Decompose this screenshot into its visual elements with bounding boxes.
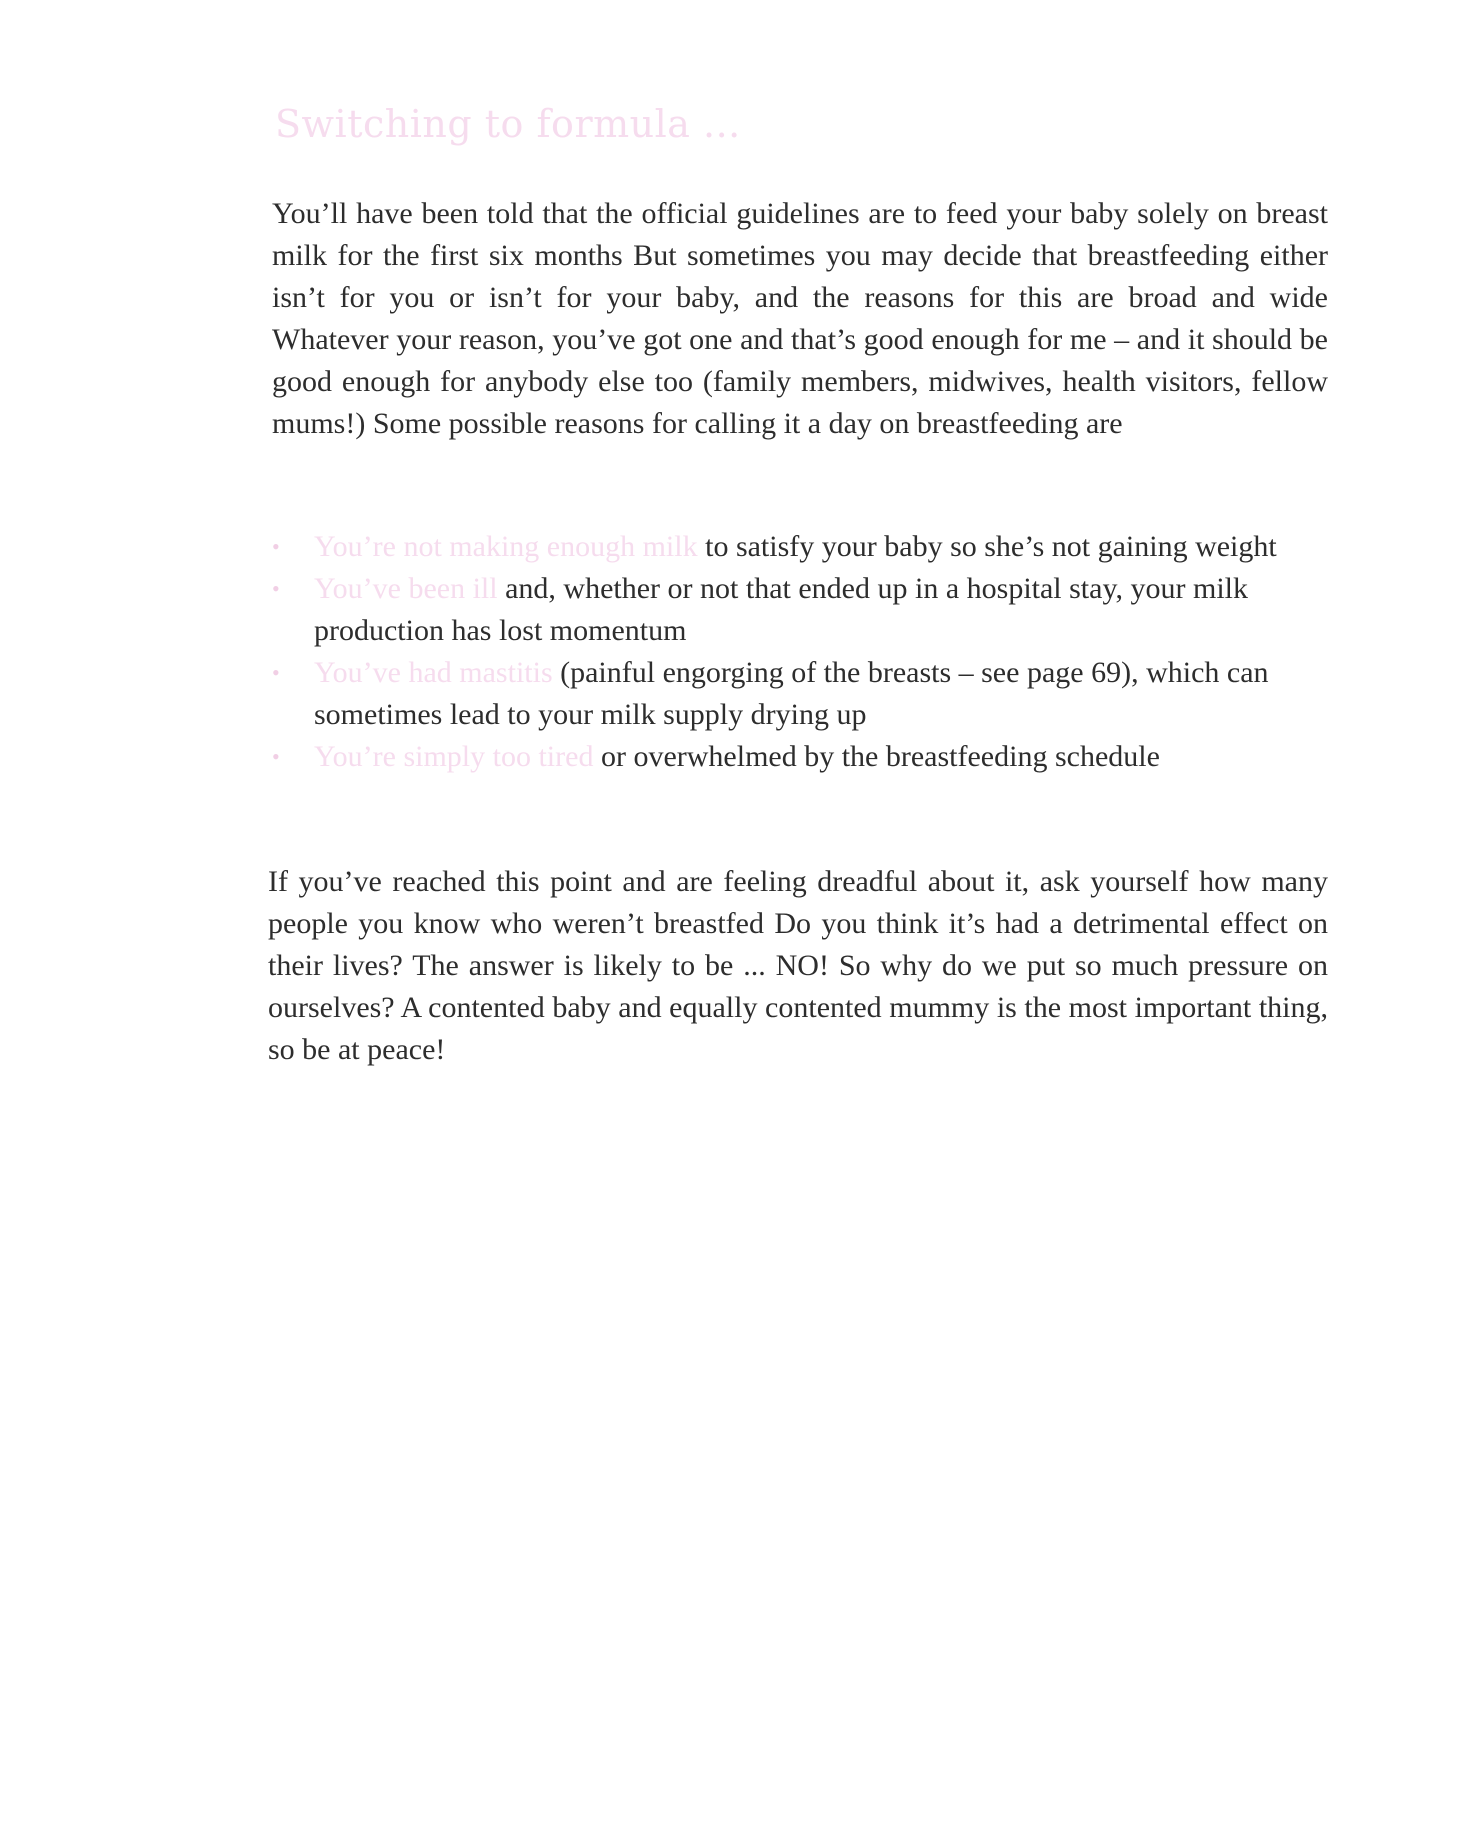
list-item — [270, 652, 1340, 736]
intro-paragraph: You’ll have been told that the official guidelines are to feed your baby solely on breast milk for the first six months But sometimes you may decide that breastfeeding either isn’t for you or isn’t for your baby, and the reasons for this are broad and wide Whatever your reason, you’ve got one and that’s good enough for me – and it should be good enough for anybody else too (family members, midwives, health visitors, fellow mums!) Some possible reasons for calling it a day on breastfeeding are — [272, 197, 1328, 440]
list-item-text: and, whether or not that ended up in a hospital stay, your milk production has lost momentum — [314, 572, 1249, 647]
reasons-list — [270, 526, 1340, 778]
list-item — [270, 568, 1340, 652]
outro-paragraph: If you’ve reached this point and are feeling dreadful about it, ask yourself how many people you know who weren’t breastfed Do you think it’s had a detrimental effect on their lives? The answer is likely to be ... NO! So why do we put so much pressure on ourselves? A contented baby and equally contented mummy is the most important thing, so be at peace! — [268, 865, 1328, 1066]
page-title: Switching to formula ... — [275, 102, 741, 146]
list-item-highlight: You’ve had mastitis — [314, 656, 553, 689]
list-item — [270, 526, 1340, 568]
list-item-highlight: You’re simply too tired — [314, 740, 594, 773]
bullet-icon: • — [272, 534, 280, 559]
list-item-text: or overwhelmed by the breastfeeding schedule — [593, 740, 1160, 773]
list-item-text: (painful engorging of the breasts – see page 69), which can sometimes lead to your milk supply drying up — [314, 656, 1269, 731]
bullet-icon: • — [272, 576, 280, 601]
list-item-highlight: You’ve been ill — [314, 572, 498, 605]
bullet-icon: • — [272, 660, 280, 685]
list-item — [270, 736, 1340, 778]
list-item-text: to satisfy your baby so she’s not gaining weight — [697, 530, 1277, 563]
list-item-highlight: You’re not making enough milk — [314, 530, 698, 563]
bullet-icon: • — [272, 744, 280, 769]
